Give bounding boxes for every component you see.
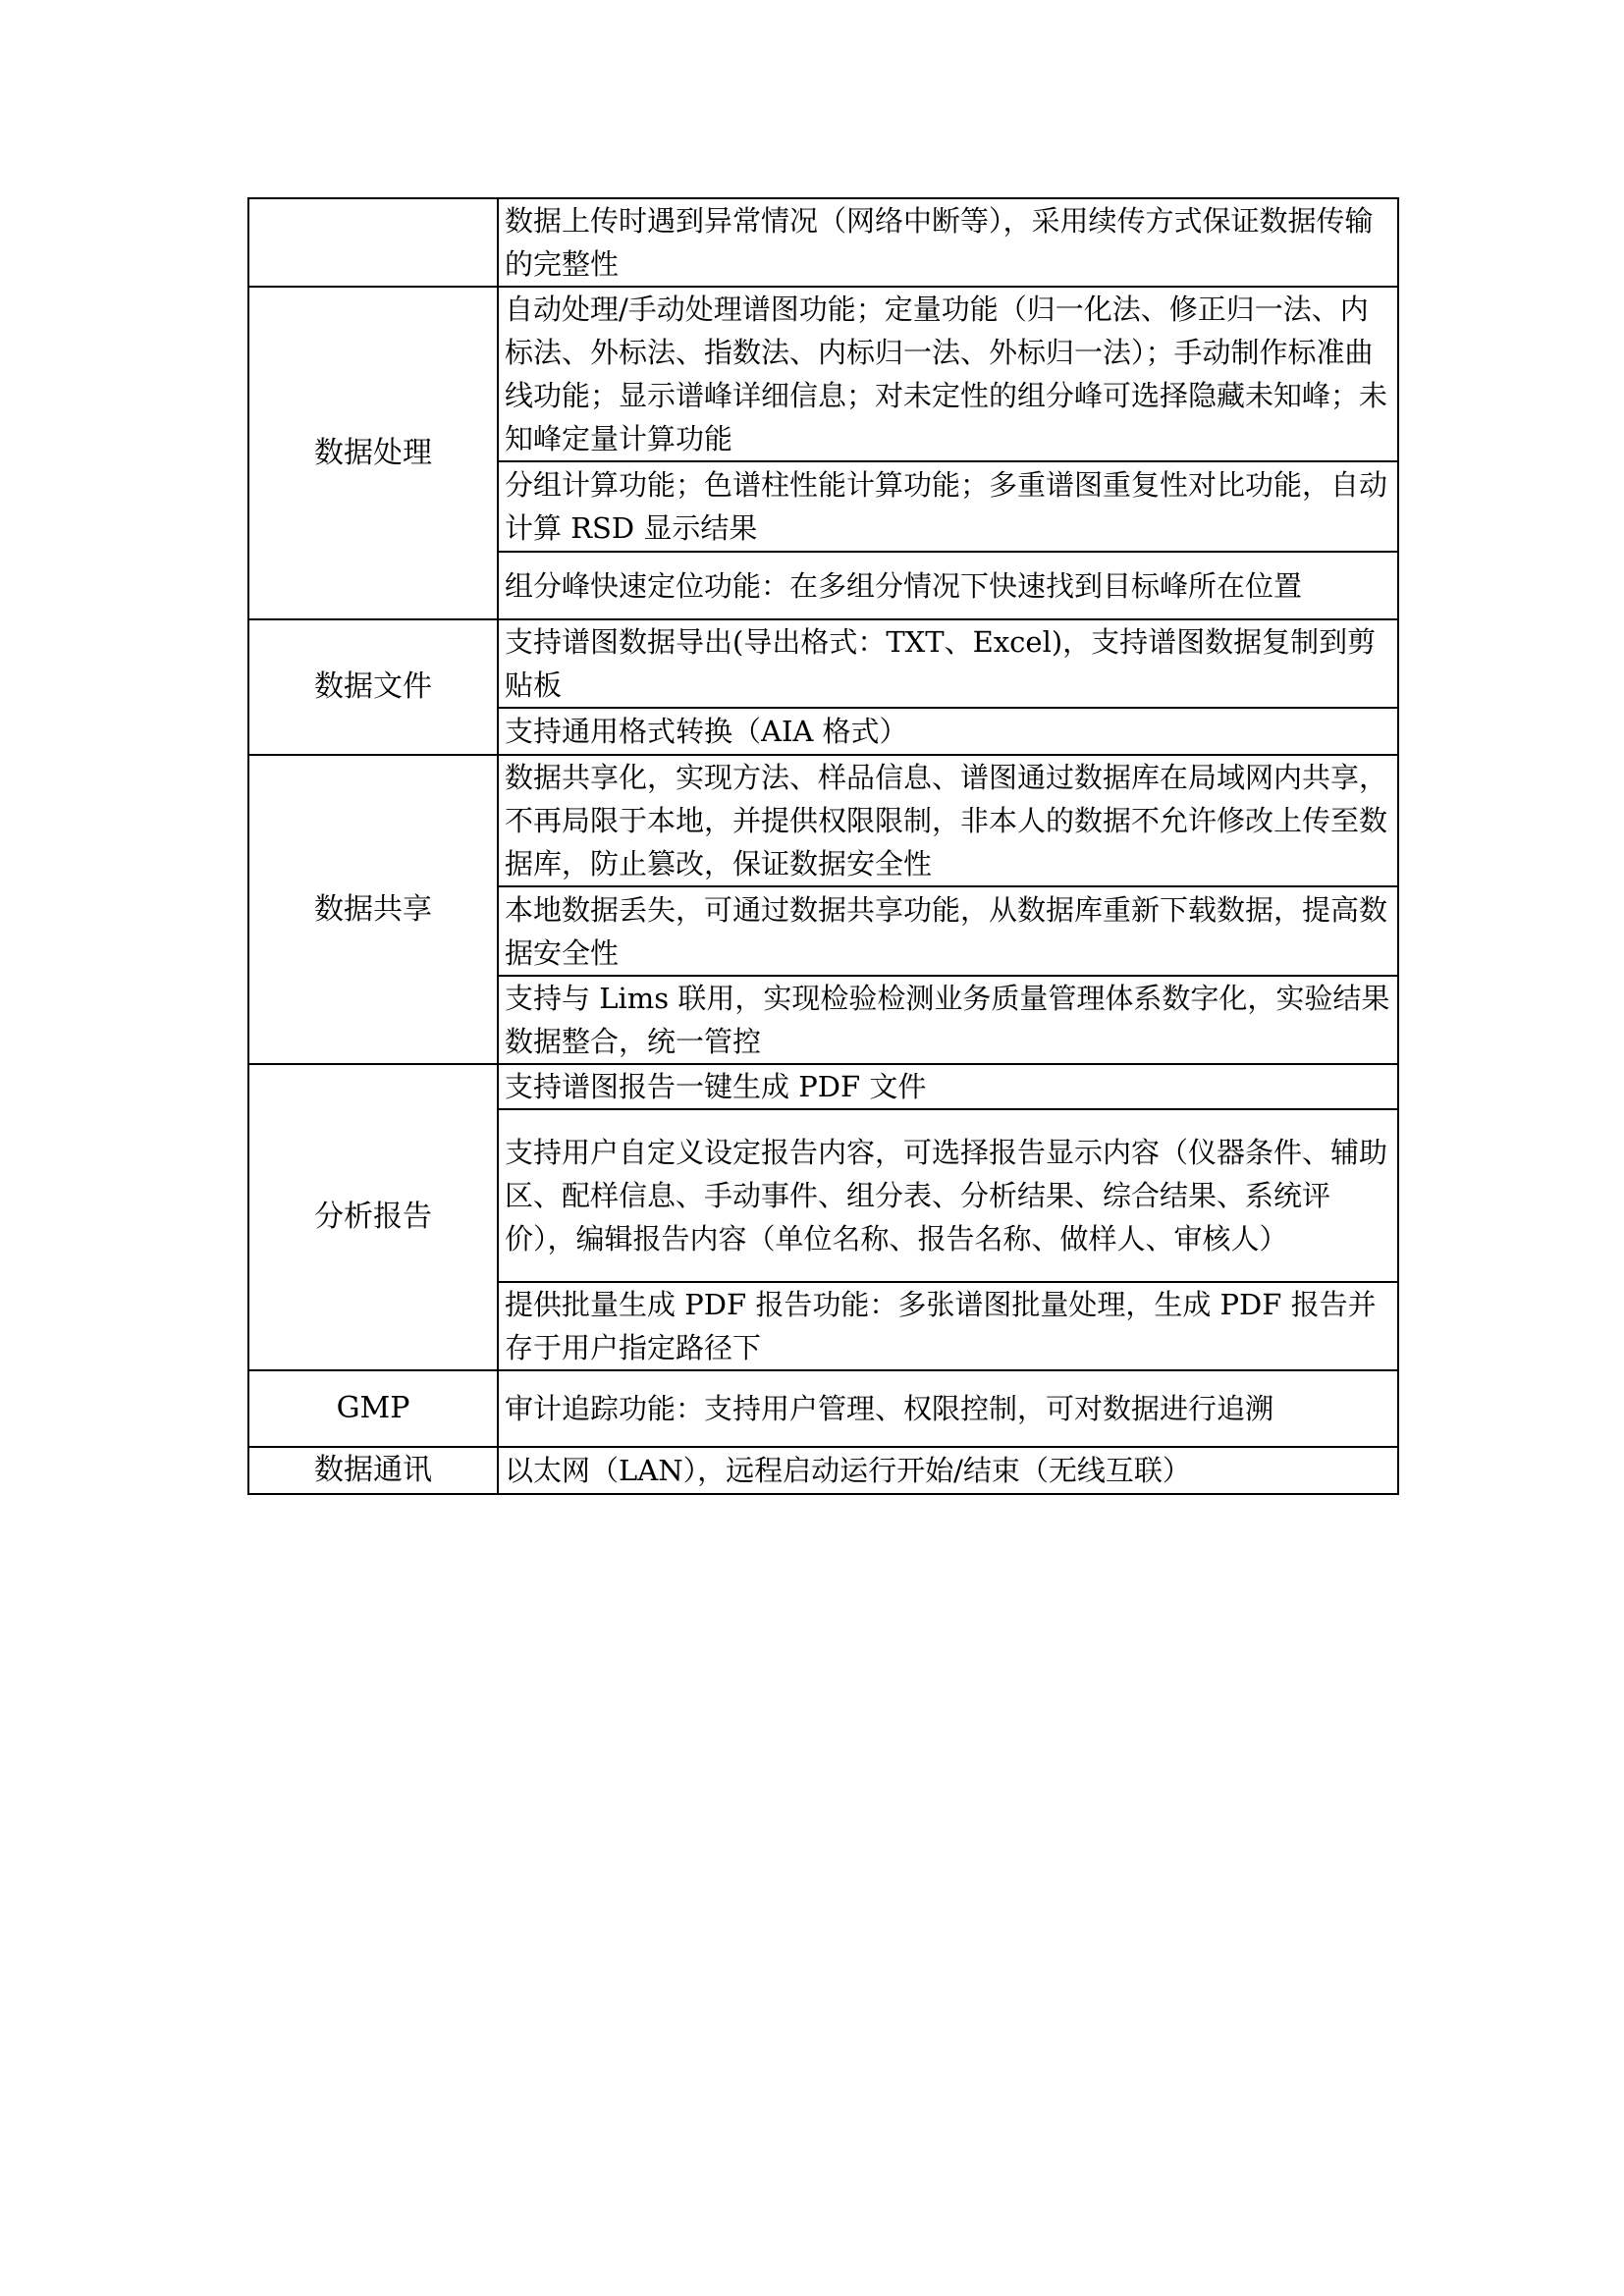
- table-row: [248, 755, 1398, 886]
- table-row: [248, 287, 1398, 461]
- feature-description-cell: 支持与 Lims 联用，实现检验检测业务质量管理体系数字化，实验结果数据整合，统一管控: [498, 976, 1398, 1064]
- feature-description-cell: 分组计算功能；色谱柱性能计算功能；多重谱图重复性对比功能，自动计算 RSD 显示结果: [498, 461, 1398, 552]
- category-cell: 数据处理: [248, 287, 498, 619]
- feature-description-cell: 支持通用格式转换（AIA 格式）: [498, 708, 1398, 755]
- category-cell: 数据文件: [248, 619, 498, 755]
- category-cell: GMP: [248, 1370, 498, 1447]
- table-row: [248, 1447, 1398, 1494]
- category-cell: 数据共享: [248, 755, 498, 1064]
- feature-description-cell: 自动处理/手动处理谱图功能；定量功能（归一化法、修正归一法、内标法、外标法、指数法、内标归一法、外标归一法）；手动制作标准曲线功能；显示谱峰详细信息；对未定性的组分峰可选择隐藏未知峰；未知峰定量计算功能: [498, 287, 1398, 461]
- category-cell: 数据通讯: [248, 1447, 498, 1494]
- feature-description-cell: 支持谱图报告一键生成 PDF 文件: [498, 1064, 1398, 1109]
- table-row: [248, 1370, 1398, 1447]
- category-cell: 分析报告: [248, 1064, 498, 1370]
- table-row: [248, 1064, 1398, 1109]
- feature-description-cell: 数据共享化，实现方法、样品信息、谱图通过数据库在局域网内共享，不再局限于本地，并提供权限限制，非本人的数据不允许修改上传至数据库，防止篡改，保证数据安全性: [498, 755, 1398, 886]
- software-feature-table: [247, 197, 1399, 1495]
- table-row: [248, 619, 1398, 708]
- feature-description-cell: 以太网（LAN），远程启动运行开始/结束（无线互联）: [498, 1447, 1398, 1494]
- feature-description-cell: 提供批量生成 PDF 报告功能：多张谱图批量处理，生成 PDF 报告并存于用户指定路径下: [498, 1282, 1398, 1370]
- feature-description-cell: 支持谱图数据导出(导出格式：TXT、Excel)，支持谱图数据复制到剪贴板: [498, 619, 1398, 708]
- feature-description-cell: 本地数据丢失，可通过数据共享功能，从数据库重新下载数据，提高数据安全性: [498, 886, 1398, 976]
- feature-description-cell: 组分峰快速定位功能：在多组分情况下快速找到目标峰所在位置: [498, 552, 1398, 619]
- category-cell: [248, 198, 498, 287]
- table-row: [248, 198, 1398, 287]
- feature-description-cell: 审计追踪功能：支持用户管理、权限控制，可对数据进行追溯: [498, 1370, 1398, 1447]
- feature-description-cell: 支持用户自定义设定报告内容，可选择报告显示内容（仪器条件、辅助区、配样信息、手动事件、组分表、分析结果、综合结果、系统评价），编辑报告内容（单位名称、报告名称、做样人、审核人）: [498, 1109, 1398, 1282]
- feature-description-cell: 数据上传时遇到异常情况（网络中断等），采用续传方式保证数据传输的完整性: [498, 198, 1398, 287]
